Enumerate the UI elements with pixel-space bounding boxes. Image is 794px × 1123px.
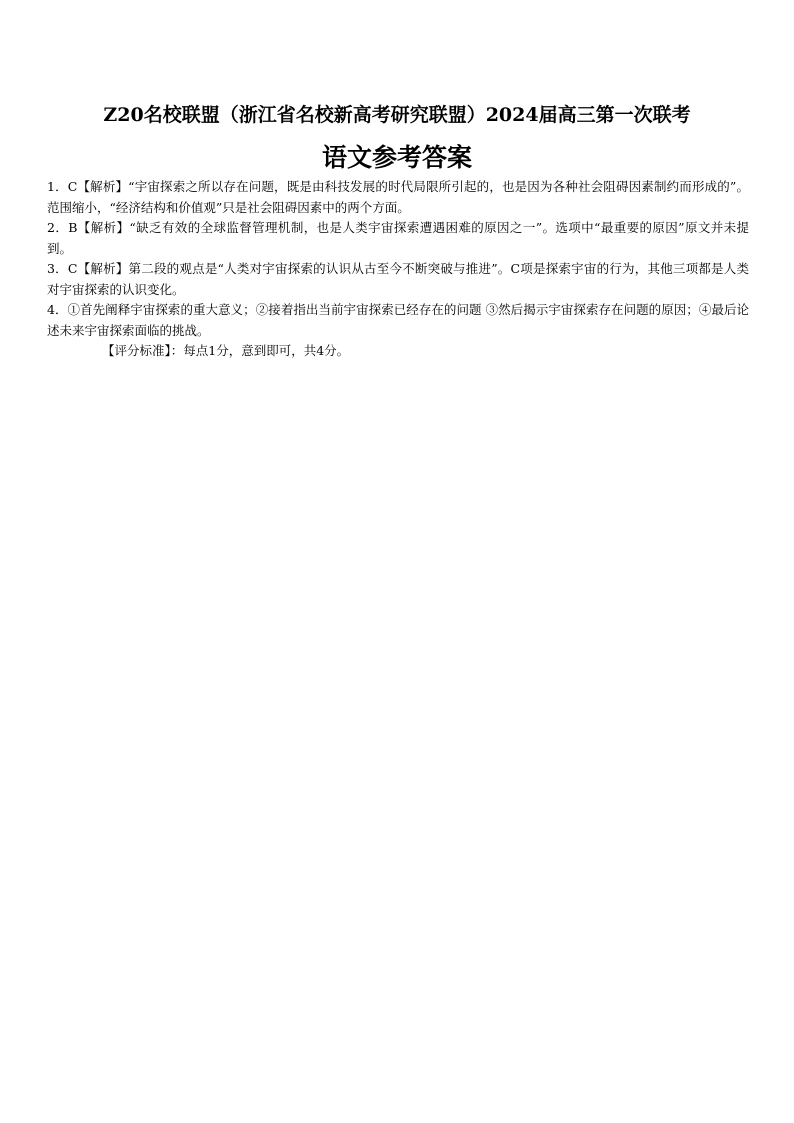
answer-list [47, 177, 749, 362]
answer-item-1: 1．C【解析】“宇宙探索之所以存在问题，既是由科技发展的时代局限所引起的，也是因为各种社会阻碍因素制约而形成的”。范围缩小，“经济结构和价值观”只是社会阻碍因素中的两个方面。 [47, 179, 749, 215]
answer-item-4: 4．①首先阐释宇宙探索的重大意义；②接着指出当前宇宙探索已经存在的问题 ③然后揭示宇宙探索存在问题的原因；④最后论述未来宇宙探索面临的挑战。 [47, 302, 749, 338]
exam-title: Z20名校联盟（浙江省名校新高考研究联盟）2024届高三第一次联考 [103, 104, 691, 126]
scoring-criteria: 【评分标准】：每点1分，意到即可，共4分。 [102, 343, 350, 358]
answer-item-3: 3．C【解析】第二段的观点是“人类对宇宙探索的认识从古至今不断突破与推进”。C项是探索宇宙的行为，其他三项都是人类对宇宙探索的认识变化。 [47, 261, 749, 297]
answer-key-title: 语文参考答案 [321, 143, 472, 172]
answer-item-2: 2．B【解析】“缺乏有效的全球监督管理机制，也是人类宇宙探索遭遇困难的原因之一”。选项中“最重要的原因”原文并未提到。 [47, 220, 749, 256]
